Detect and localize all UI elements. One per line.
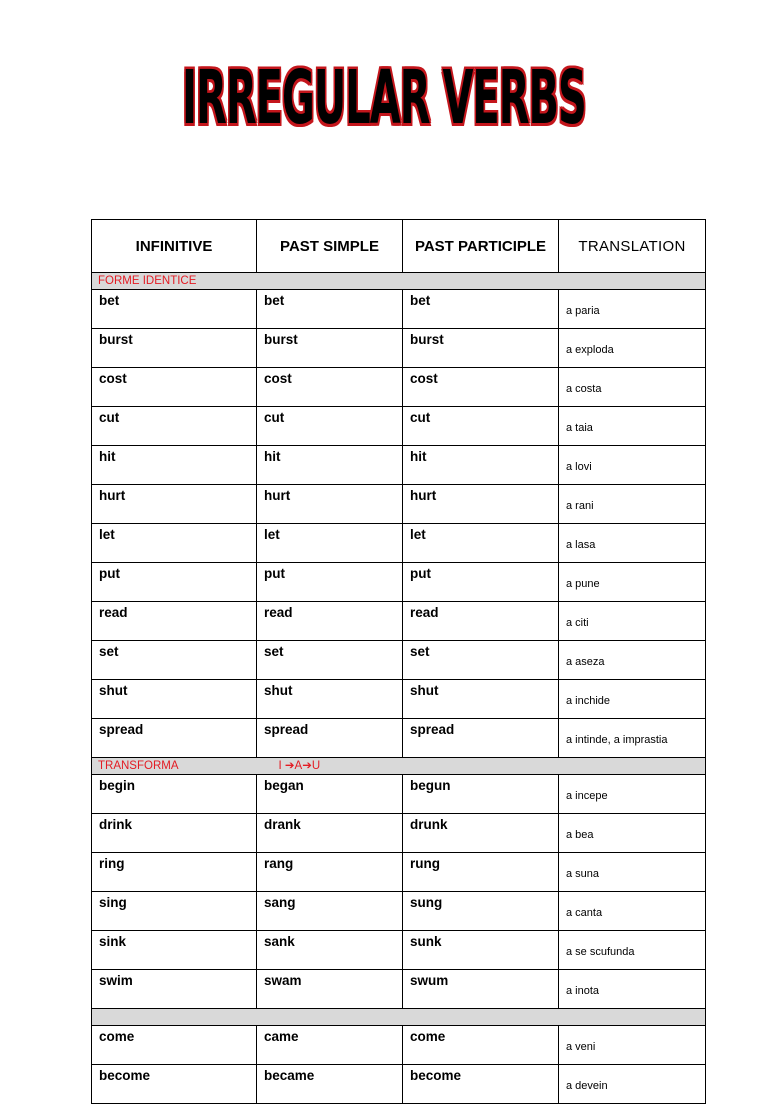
cell-translation: a taia: [559, 407, 706, 446]
cell-past-participle: drunk: [403, 814, 559, 853]
table-row: [92, 853, 706, 892]
cell-past-simple: began: [257, 775, 403, 814]
cell-past-participle: read: [403, 602, 559, 641]
cell-past-simple: hit: [257, 446, 403, 485]
header-past-simple: PAST SIMPLE: [257, 220, 403, 273]
cell-translation: a exploda: [559, 329, 706, 368]
cell-past-participle: cost: [403, 368, 559, 407]
cell-infinitive: shut: [92, 680, 257, 719]
cell-past-simple: swam: [257, 970, 403, 1009]
table-row: [92, 368, 706, 407]
cell-past-participle: sung: [403, 892, 559, 931]
cell-infinitive: come: [92, 1026, 257, 1065]
verbs-table-body: [92, 273, 706, 1104]
cell-past-participle: cut: [403, 407, 559, 446]
table-row: [92, 680, 706, 719]
table-row: [92, 892, 706, 931]
cell-infinitive: swim: [92, 970, 257, 1009]
section-header-row: [92, 273, 706, 290]
cell-past-participle: swum: [403, 970, 559, 1009]
table-row: [92, 446, 706, 485]
cell-past-simple: rang: [257, 853, 403, 892]
cell-infinitive: put: [92, 563, 257, 602]
cell-past-simple: put: [257, 563, 403, 602]
cell-translation: a devein: [559, 1065, 706, 1104]
cell-infinitive: begin: [92, 775, 257, 814]
cell-past-simple: came: [257, 1026, 403, 1065]
cell-past-participle: burst: [403, 329, 559, 368]
header-infinitive: INFINITIVE: [92, 220, 257, 273]
cell-past-simple: read: [257, 602, 403, 641]
cell-infinitive: sing: [92, 892, 257, 931]
header-past-participle: PAST PARTICIPLE: [403, 220, 559, 273]
table-row: [92, 931, 706, 970]
cell-infinitive: hit: [92, 446, 257, 485]
section-header-cell: [92, 273, 706, 290]
cell-translation: a pune: [559, 563, 706, 602]
cell-past-participle: bet: [403, 290, 559, 329]
table-row: [92, 1026, 706, 1065]
table-row: [92, 407, 706, 446]
cell-past-simple: hurt: [257, 485, 403, 524]
cell-infinitive: hurt: [92, 485, 257, 524]
section-label: TRANSFORMA: [98, 760, 179, 772]
verbs-table: [91, 219, 706, 1104]
cell-past-simple: cut: [257, 407, 403, 446]
cell-past-participle: put: [403, 563, 559, 602]
cell-past-participle: spread: [403, 719, 559, 758]
cell-infinitive: spread: [92, 719, 257, 758]
section-header-cell: [92, 758, 706, 775]
cell-past-simple: shut: [257, 680, 403, 719]
cell-infinitive: ring: [92, 853, 257, 892]
cell-translation: a intinde, a imprastia: [559, 719, 706, 758]
cell-past-simple: drank: [257, 814, 403, 853]
cell-infinitive: become: [92, 1065, 257, 1104]
section-header-row: [92, 1009, 706, 1026]
cell-past-simple: cost: [257, 368, 403, 407]
cell-infinitive: cost: [92, 368, 257, 407]
cell-past-participle: become: [403, 1065, 559, 1104]
cell-translation: a citi: [559, 602, 706, 641]
header-translation: TRANSLATION: [559, 220, 706, 273]
cell-infinitive: read: [92, 602, 257, 641]
cell-past-participle: sunk: [403, 931, 559, 970]
cell-past-participle: begun: [403, 775, 559, 814]
cell-translation: a canta: [559, 892, 706, 931]
table-row: [92, 641, 706, 680]
page-title: IRREGULAR VERBS: [182, 56, 586, 142]
cell-translation: a lovi: [559, 446, 706, 485]
cell-infinitive: let: [92, 524, 257, 563]
cell-past-participle: hurt: [403, 485, 559, 524]
header-row: [92, 220, 706, 273]
table-row: [92, 485, 706, 524]
cell-past-participle: let: [403, 524, 559, 563]
section-rule: I ➔A➔U: [278, 760, 321, 772]
cell-past-participle: come: [403, 1026, 559, 1065]
cell-infinitive: cut: [92, 407, 257, 446]
cell-infinitive: sink: [92, 931, 257, 970]
cell-infinitive: bet: [92, 290, 257, 329]
cell-past-simple: bet: [257, 290, 403, 329]
table-row: [92, 1065, 706, 1104]
section-label: FORME IDENTICE: [98, 275, 197, 287]
table-row: [92, 524, 706, 563]
cell-past-simple: set: [257, 641, 403, 680]
cell-translation: a aseza: [559, 641, 706, 680]
cell-translation: a inchide: [559, 680, 706, 719]
cell-translation: a lasa: [559, 524, 706, 563]
cell-translation: a costa: [559, 368, 706, 407]
cell-past-simple: spread: [257, 719, 403, 758]
section-header-row: [92, 758, 706, 775]
cell-past-participle: hit: [403, 446, 559, 485]
cell-translation: a se scufunda: [559, 931, 706, 970]
table-row: [92, 602, 706, 641]
cell-infinitive: burst: [92, 329, 257, 368]
section-header-cell: [92, 1009, 706, 1026]
cell-translation: a suna: [559, 853, 706, 892]
cell-past-simple: became: [257, 1065, 403, 1104]
cell-translation: a bea: [559, 814, 706, 853]
table-row: [92, 563, 706, 602]
cell-past-participle: set: [403, 641, 559, 680]
table-row: [92, 814, 706, 853]
table-row: [92, 719, 706, 758]
title-container: [0, 56, 768, 142]
table-row: [92, 290, 706, 329]
cell-infinitive: set: [92, 641, 257, 680]
cell-translation: a veni: [559, 1026, 706, 1065]
cell-past-simple: sang: [257, 892, 403, 931]
cell-infinitive: drink: [92, 814, 257, 853]
cell-translation: a rani: [559, 485, 706, 524]
table-row: [92, 970, 706, 1009]
table-row: [92, 329, 706, 368]
cell-past-participle: rung: [403, 853, 559, 892]
cell-past-simple: burst: [257, 329, 403, 368]
table-row: [92, 775, 706, 814]
cell-past-participle: shut: [403, 680, 559, 719]
cell-past-simple: sank: [257, 931, 403, 970]
cell-past-simple: let: [257, 524, 403, 563]
cell-translation: a paria: [559, 290, 706, 329]
cell-translation: a inota: [559, 970, 706, 1009]
cell-translation: a incepe: [559, 775, 706, 814]
